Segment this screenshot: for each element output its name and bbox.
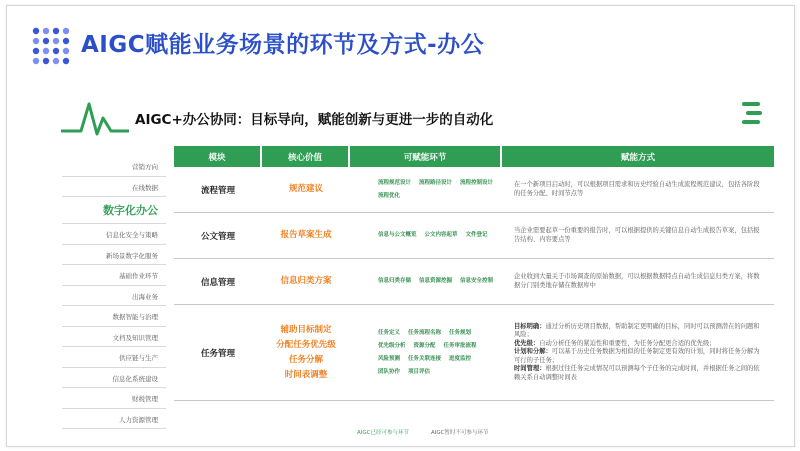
module-cell: 公文管理 [200, 231, 235, 242]
step-tag: 信息安全控制 [460, 278, 494, 284]
table-row [174, 259, 774, 305]
table-row [174, 213, 774, 259]
method-list-item [514, 340, 760, 349]
enabled-steps-cell [350, 167, 502, 212]
method-cell [502, 259, 774, 304]
core-value-cell [262, 305, 350, 400]
dot [53, 58, 59, 64]
step-tag: 优先级分析 [378, 342, 406, 349]
sidebar-item[interactable]: 财税管理 [62, 388, 166, 409]
enabled-steps-cell [350, 259, 502, 304]
method-text: 自动分析任务的紧迫性和重要性，为任务分配更合适的优先级； [539, 339, 716, 347]
core-value-item: 信息归类方案 [280, 276, 332, 286]
table-body [174, 167, 774, 401]
dot [43, 48, 49, 54]
step-tag: 信息归类存储 [378, 278, 412, 284]
step-tag: 流程规范设计 [378, 179, 412, 186]
step-tag: 任务规划 [449, 329, 472, 336]
method-text: 可以基于历史任务数据为相似的任务制定更有效的计划，同时将任务分解为可行的子任务； [514, 348, 760, 364]
header-enable-method: 赋能方式 [620, 152, 655, 163]
step-tag: 文件登记 [465, 232, 488, 238]
sidebar-item[interactable]: 信息化安全与策略 [62, 224, 166, 245]
dot [53, 48, 59, 54]
sidebar-nav [62, 156, 166, 429]
dot [33, 48, 39, 54]
sidebar-item[interactable]: 基础作业环节 [62, 265, 166, 286]
step-tag: 风险预测 [378, 355, 401, 362]
enabled-steps-cell [350, 305, 502, 400]
step-tag: 流程优化 [378, 192, 401, 199]
sidebar-item[interactable]: 数字化办公 [62, 197, 166, 224]
sidebar-item[interactable]: 供应链与生产 [62, 347, 166, 368]
dot [43, 58, 49, 64]
method-key: 优先级： [514, 339, 540, 347]
method-key: 时间管理： [514, 365, 546, 373]
step-tag: 任务关联连接 [408, 355, 442, 362]
method-list-item [514, 348, 760, 365]
sidebar-item[interactable]: 新场景数字化服务 [62, 245, 166, 266]
sidebar-item[interactable]: 出海业务 [62, 286, 166, 307]
module-cell: 信息管理 [200, 277, 235, 288]
module-cell: 任务管理 [200, 348, 235, 359]
core-value-item: 任务分解 [288, 354, 323, 365]
section-subtitle: AIGC+办公协同：目标导向，赋能创新与更进一步的自动化 [135, 112, 494, 128]
step-tag: 任务定义 [378, 329, 401, 336]
core-value-item: 规范建议 [288, 184, 323, 194]
step-tag: 流程路径设计 [419, 179, 453, 186]
table-header [174, 146, 774, 167]
dot [33, 28, 39, 34]
core-value-item: 报告草案生成 [280, 230, 332, 240]
dot [63, 58, 69, 64]
menu-lines-icon [742, 100, 764, 126]
dot [53, 38, 59, 44]
method-list-item [514, 365, 760, 382]
method-list-item [514, 323, 760, 340]
legend-not-participated: AIGC暂时不可参与环节 [431, 430, 489, 436]
step-tag: 信息资源挖掘 [419, 278, 453, 284]
method-cell [502, 167, 774, 212]
page-title: AIGC赋能业务场景的环节及方式-办公 [81, 32, 485, 58]
method-text: 企业收到大量关于市场调查的原始数据，可以根据数据特点自动生成信息归类方案，将数据分门别类地存储在数据库中 [514, 273, 760, 289]
sidebar-item[interactable]: 文档及知识管理 [62, 327, 166, 348]
core-value-cell [262, 167, 350, 212]
sidebar-item[interactable]: 数据智能与治理 [62, 306, 166, 327]
step-tag: 资源分配 [413, 342, 436, 349]
method-text: 在一个新项目启动时，可以根据项目需求和历史经验自动生成流程规范建议，包括各阶段的任务分配、时间节点等 [514, 181, 760, 197]
sidebar-item[interactable]: 营销方向 [62, 156, 166, 177]
method-key: 计划和分解： [514, 348, 552, 356]
step-tag: 团队协作 [378, 368, 401, 375]
slide [6, 5, 795, 447]
dot [33, 58, 39, 64]
enabled-steps-cell [350, 213, 502, 258]
header-module: 模块 [174, 146, 262, 167]
step-tag: 进度监控 [449, 355, 472, 362]
core-value-item: 辅助目标制定 [280, 324, 332, 335]
module-cell: 流程管理 [200, 185, 235, 196]
dot [53, 28, 59, 34]
method-key: 目标明确： [514, 322, 546, 330]
sidebar-item[interactable]: 人力资源管理 [62, 409, 166, 430]
heartbeat-line-icon [61, 96, 129, 138]
header-core-value: 核心价值 [262, 146, 350, 167]
step-tag: 公文内容起草 [424, 232, 458, 238]
core-value-item: 分配任务优先级 [276, 339, 336, 350]
method-list [514, 323, 760, 383]
sidebar-item[interactable]: 在线数据 [62, 177, 166, 198]
header-enabled-steps: 可赋能环节 [350, 146, 502, 167]
capability-table [174, 146, 774, 401]
step-tag: 任务审批流程 [443, 342, 477, 349]
dot-grid-icon [31, 26, 71, 66]
step-tag: 流程控制设计 [460, 179, 494, 186]
table-row [174, 305, 774, 401]
dot [43, 38, 49, 44]
table-row [174, 167, 774, 213]
method-cell [502, 213, 774, 258]
method-text: 通过分析历史项目数据，帮助制定更明确的目标，同时可以预测潜在的问题和风险； [514, 322, 760, 339]
dot [33, 38, 39, 44]
dot [43, 28, 49, 34]
sidebar-item[interactable]: 信息化系统建设 [62, 368, 166, 389]
step-tag: 任务流程名称 [408, 329, 442, 336]
dot [63, 48, 69, 54]
core-value-cell [262, 259, 350, 304]
legend-participated: AIGC已经可参与环节 [357, 430, 409, 436]
method-text: 根据过往任务完成情况可以预测每个子任务的完成时间，并根据任务之间的依赖关系自动调整时间表 [514, 365, 760, 381]
step-tag: 项目评估 [408, 368, 431, 375]
method-cell [502, 305, 774, 400]
core-value-cell [262, 213, 350, 258]
dot [63, 28, 69, 34]
dot [63, 38, 69, 44]
method-text: 当企业需要起草一份重要的报告时，可以根据提供的关键信息自动生成报告草案，包括报告结构、内容要点等 [514, 227, 760, 243]
core-value-item: 时间表调整 [284, 369, 328, 380]
step-tag: 信息与公文概览 [378, 232, 417, 238]
